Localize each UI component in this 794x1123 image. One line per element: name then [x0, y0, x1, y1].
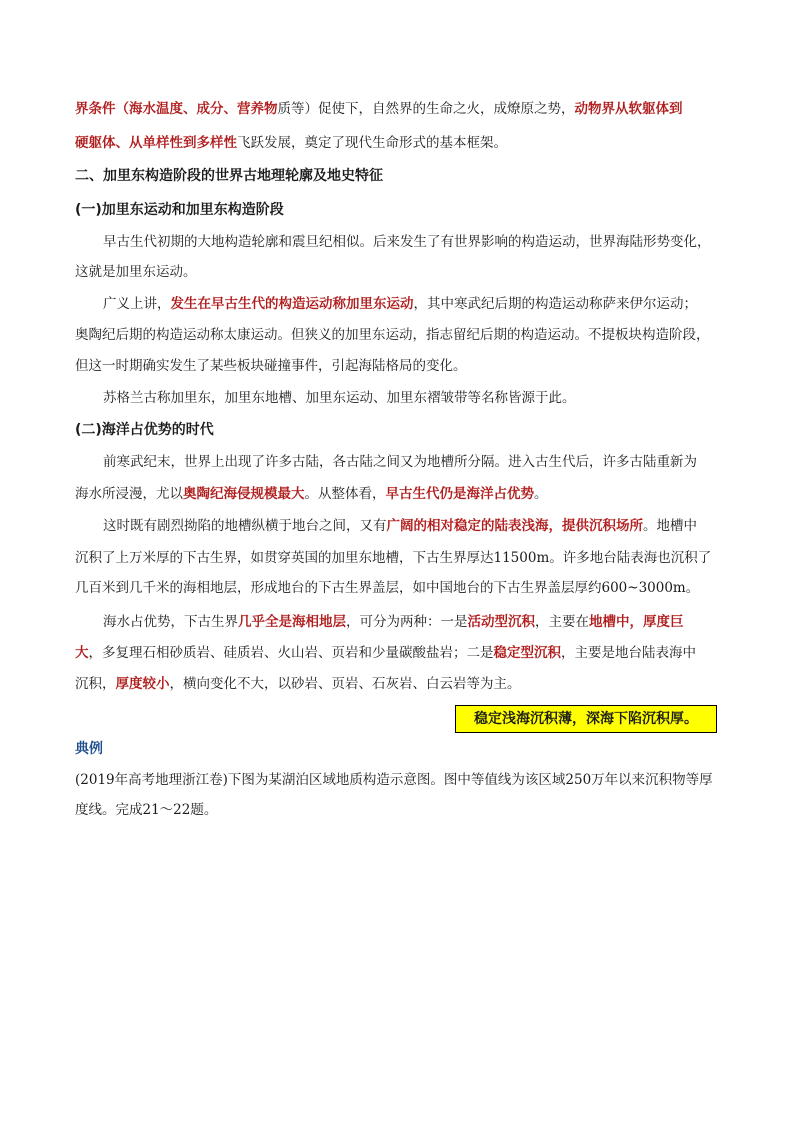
body-text: ，主要在	[535, 614, 589, 630]
paragraph-line: 沉积了上万米厚的下古生界，如贯穿英国的加里东地槽，下古生界厚达11500m。许多地台陆表海也沉积了	[75, 550, 712, 566]
paragraph-line	[103, 516, 725, 536]
body-text: ，可分为两种：一是	[346, 614, 468, 630]
body-text: 这时既有剧烈拗陷的地槽纵横于地台之间，又有	[103, 518, 387, 534]
body-text: ，横向变化不大，以砂岩、页岩、石灰岩、白云岩等为主。	[169, 676, 521, 692]
body-text: 沉积，	[75, 676, 116, 692]
paragraph-line	[75, 484, 725, 504]
highlight-text: 奥陶纪海侵规模最大	[183, 486, 305, 502]
highlight-text: 稳定型沉积	[493, 645, 561, 661]
paragraph-line: 这就是加里东运动。	[75, 264, 197, 280]
summary-note-box: 稳定浅海沉积薄，深海下陷沉积厚。	[455, 705, 717, 733]
body-text: 广义上讲，	[103, 296, 171, 312]
highlight-text: 动物界从软躯体到	[574, 101, 683, 117]
paragraph-line	[103, 612, 725, 632]
highlight-text: 几乎全是海相地层	[238, 614, 346, 630]
body-text: 海水所浸漫，尤以	[75, 486, 183, 502]
body-text: 。从整体看，	[304, 486, 386, 502]
body-text: 飞跃发展，奠定了现代生命形式的基本框架。	[237, 135, 507, 151]
body-text: 。地槽中	[643, 518, 697, 534]
body-text: ，主要是地台陆表海中	[561, 645, 696, 661]
example-title: 典例	[75, 741, 103, 757]
example-line: 度线。完成21～22题。	[75, 802, 218, 818]
paragraph-line	[75, 643, 725, 663]
body-text: ，其中寒武纪后期的构造运动称萨来伊尔运动；	[413, 296, 697, 312]
body-text: 质等）促使下，自然界的生命之火，成燎原之势，	[277, 101, 575, 117]
paragraph-line: 苏格兰古称加里东，加里东地槽、加里东运动、加里东褶皱带等名称皆源于此。	[103, 390, 576, 406]
intro-line-1	[75, 99, 725, 119]
paragraph-line: 前寒武纪末，世界上出现了许多古陆，各古陆之间又为地槽所分隔。进入古生代后，许多古陆重新为	[103, 454, 697, 470]
paragraph-line: 几百米到几千米的海相地层，形成地台的下古生界盖层，如中国地台的下古生界盖层厚约600~3000m。	[75, 580, 700, 596]
highlight-text: 硬躯体、从单样性到多样性	[75, 135, 237, 151]
section-heading: 二、加里东构造阶段的世界古地理轮廓及地史特征	[75, 168, 383, 184]
paragraph-line	[103, 294, 725, 314]
highlight-text: 活动型沉积	[467, 614, 535, 630]
highlight-text: 厚度较小	[115, 676, 170, 692]
paragraph-line	[75, 674, 725, 694]
highlight-text: 界条件（海水温度、成分、营养物	[75, 101, 278, 117]
highlight-text: 广阔的相对稳定的陆表浅海，提供沉积场所	[386, 518, 643, 534]
example-line: (2019年高考地理浙江卷)下图为某湖泊区域地质构造示意图。图中等值线为该区域250万年以来沉积物等厚	[75, 772, 713, 788]
body-text: 海水占优势，下古生界	[103, 614, 238, 630]
highlight-text: 地槽中，厚度巨	[589, 614, 684, 630]
paragraph-line: 但这一时期确实发生了某些板块碰撞事件，引起海陆格局的变化。	[75, 358, 467, 374]
intro-line-2	[75, 133, 725, 153]
highlight-text: 发生在早古生代的构造运动称加里东运动	[170, 296, 414, 312]
paragraph-line: 早古生代初期的大地构造轮廓和震旦纪相似。后来发生了有世界影响的构造运动，世界海陆形势变化，	[103, 234, 711, 250]
body-text: 。	[534, 486, 548, 502]
paragraph-line: 奥陶纪后期的构造运动称太康运动。但狭义的加里东运动，指志留纪后期的构造运动。不提板块构造阶段，	[75, 327, 710, 343]
highlight-text: 早古生代仍是海洋占优势	[385, 486, 534, 502]
subsection-heading-2: (二)海洋占优势的时代	[75, 422, 214, 438]
subsection-heading-1: (一)加里东运动和加里东构造阶段	[75, 202, 284, 218]
body-text: ，多复理石相砂质岩、硅质岩、火山岩、页岩和少量碳酸盐岩；二是	[88, 645, 494, 661]
highlight-text: 大	[75, 645, 89, 661]
